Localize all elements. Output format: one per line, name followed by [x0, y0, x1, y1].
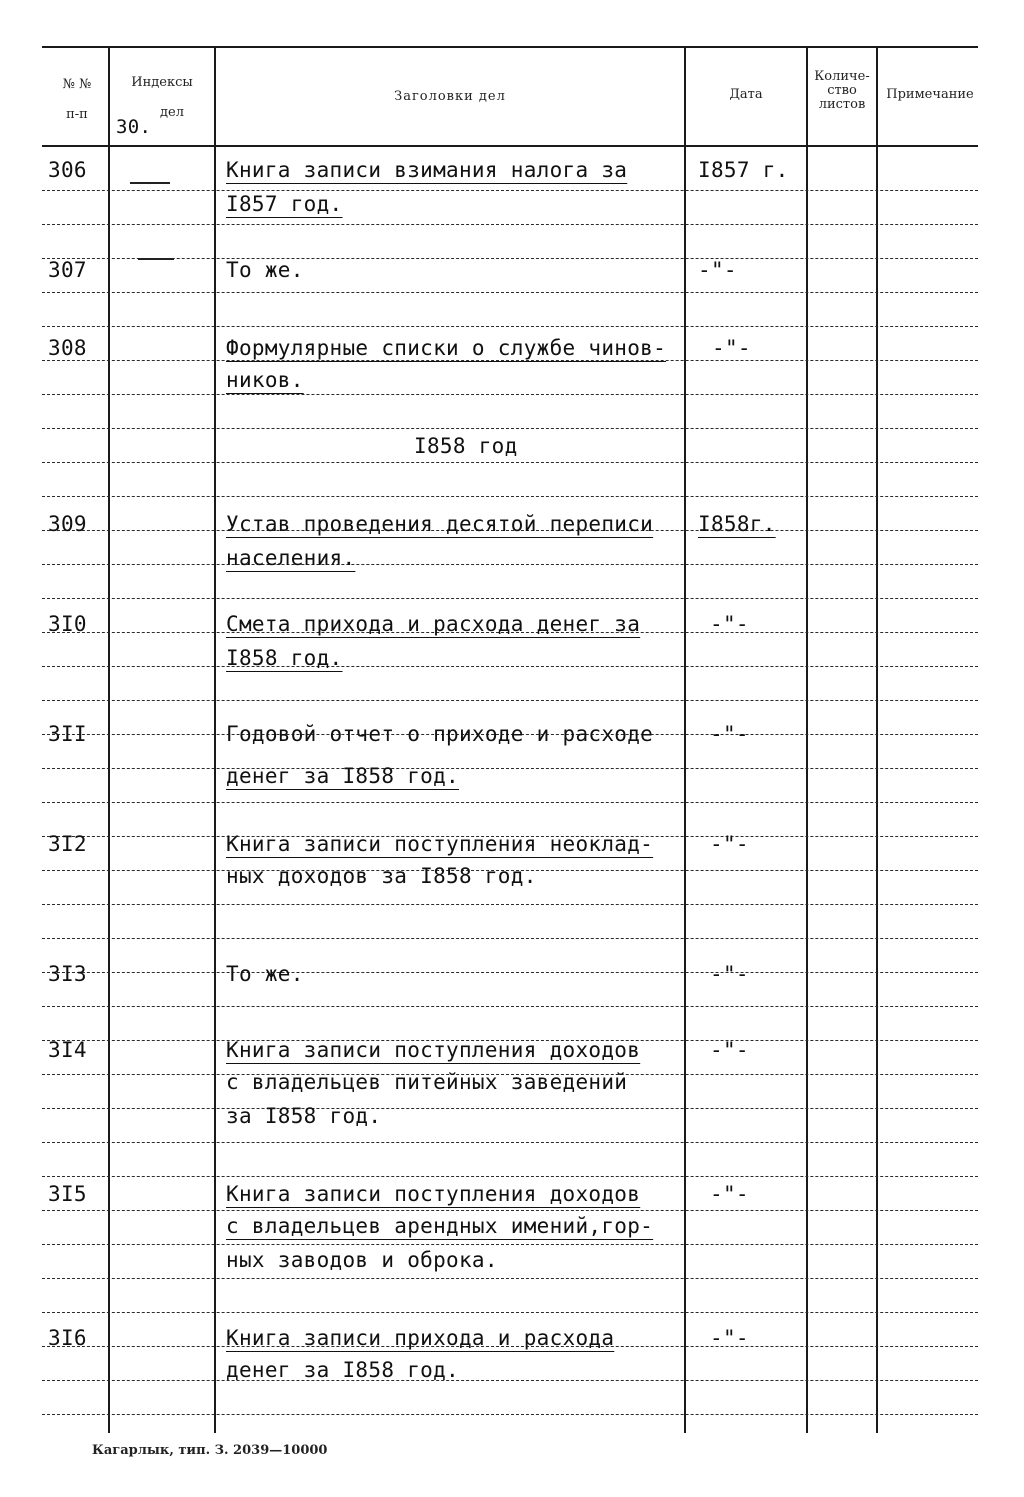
row-316-title-2: денег за I858 год. [226, 1358, 459, 1382]
header-num-label [46, 78, 108, 122]
row-314-date: -"- [710, 1038, 749, 1062]
ruled-line [42, 1414, 978, 1415]
ruled-line [42, 224, 978, 225]
ruled-line [42, 1108, 978, 1109]
ruled-line [42, 1278, 978, 1279]
row-312-title-1: Книга записи поступления неоклад- [226, 832, 654, 856]
row-306-date: I857 г. [698, 158, 789, 182]
row-315-number: 3I5 [48, 1182, 87, 1206]
ruled-line [42, 598, 978, 599]
ruled-line [42, 428, 978, 429]
header-count-label [808, 70, 876, 112]
row-315-title-1: Книга записи поступления доходов [226, 1182, 641, 1206]
row-306-index-dash [130, 182, 170, 184]
row-314-title-1: Книга записи поступления доходов [226, 1038, 641, 1062]
row-309-title-2: населения. [226, 546, 356, 570]
column-rule-count [806, 48, 808, 1433]
ruled-line [42, 1176, 978, 1177]
ruled-line [42, 666, 978, 667]
ruled-line [42, 1006, 978, 1007]
ruled-line [42, 802, 978, 803]
ruled-line [42, 1312, 978, 1313]
header-index-text-2: дел [160, 105, 184, 120]
row-315-title-2: с владельцев арендных имений,гор- [226, 1214, 654, 1238]
ruled-line [42, 462, 978, 463]
row-312-number: 3I2 [48, 832, 87, 856]
header-title-label: Заголовки дел [394, 89, 506, 104]
row-309-title-1: Устав проведения десятой переписи [226, 512, 654, 536]
row-306-title-1: Книга записи взимания налога за [226, 158, 628, 182]
row-316-number: 3I6 [48, 1326, 87, 1350]
row-307-date: -"- [698, 258, 737, 282]
top-rule [42, 46, 978, 48]
row-308-title-2: ников. [226, 368, 304, 392]
row-310-title-2: I858 год. [226, 646, 343, 670]
row-311-date: -"- [710, 722, 749, 746]
section-heading-1858: I858 год [414, 434, 518, 458]
ruled-line [42, 938, 978, 939]
row-312-date: -"- [710, 832, 749, 856]
ruled-line [42, 496, 978, 497]
header-bottom-rule [42, 145, 978, 147]
row-310-title-1: Смета прихода и расхода денег за [226, 612, 641, 636]
row-311-title-2: денег за I858 год. [226, 764, 459, 788]
row-311-number: 3II [48, 722, 87, 746]
column-rule-note [876, 48, 878, 1433]
row-315-title-3: ных заводов и оброка. [226, 1248, 498, 1272]
row-312-title-2: ных доходов за I858 год. [226, 864, 537, 888]
row-314-title-3: за I858 год. [226, 1104, 382, 1128]
row-310-number: 3I0 [48, 612, 87, 636]
row-313-number: 3I3 [48, 962, 87, 986]
header-count-text-3: листов [818, 97, 866, 112]
ruled-line [42, 360, 978, 361]
ruled-line [42, 394, 978, 395]
row-313-date: -"- [710, 962, 749, 986]
header-date-label: Дата [729, 87, 763, 102]
row-308-title-1: Формулярные списки о службе чинов- [226, 336, 667, 360]
row-308-date: -"- [712, 336, 751, 360]
row-313-title-1: То же. [226, 962, 304, 986]
header-num-text-1: № № [62, 77, 92, 92]
ruled-line [42, 326, 978, 327]
printer-imprint: Кагарлык, тип. З. 2039—10000 [92, 1443, 328, 1458]
ruled-line [42, 972, 978, 973]
ruled-line [42, 1380, 978, 1381]
row-310-date: -"- [710, 612, 749, 636]
header-count-text-2: ство [827, 83, 857, 98]
ruled-line [42, 904, 978, 905]
header-note-label: Примечание [886, 87, 974, 102]
ruled-line [42, 190, 978, 191]
row-314-number: 3I4 [48, 1038, 87, 1062]
ruled-line [42, 768, 978, 769]
ruled-line [42, 564, 978, 565]
column-rule-date [684, 48, 686, 1433]
row-307-index-dash [138, 258, 174, 260]
row-308-number: 308 [48, 336, 87, 360]
row-314-title-2: с владельцев питейных заведений [226, 1070, 628, 1094]
column-rule-title [214, 48, 216, 1433]
column-rule-index [108, 48, 110, 1433]
ruled-line [42, 1210, 978, 1211]
header-index-value: 30. [116, 116, 152, 138]
header-num-text-2: п-п [66, 107, 88, 122]
row-309-number: 309 [48, 512, 87, 536]
row-311-title-1: Годовой отчет о приходе и расходе [226, 722, 654, 746]
row-309-date: I858г. [698, 512, 776, 536]
ruled-line [42, 292, 978, 293]
row-307-title-1: То же. [226, 258, 304, 282]
ruled-line [42, 258, 978, 259]
row-306-number: 306 [48, 158, 87, 182]
row-306-title-2: I857 год. [226, 192, 343, 216]
ruled-line [42, 1142, 978, 1143]
row-307-number: 307 [48, 258, 87, 282]
row-315-date: -"- [710, 1182, 749, 1206]
header-count-text-1: Количе- [814, 69, 870, 84]
header-index-text-1: Индексы [131, 75, 193, 90]
header-index-label [112, 76, 212, 120]
ruled-line [42, 700, 978, 701]
row-316-title-1: Книга записи прихода и расхода [226, 1326, 615, 1350]
row-316-date: -"- [710, 1326, 749, 1350]
ruled-line [42, 1244, 978, 1245]
